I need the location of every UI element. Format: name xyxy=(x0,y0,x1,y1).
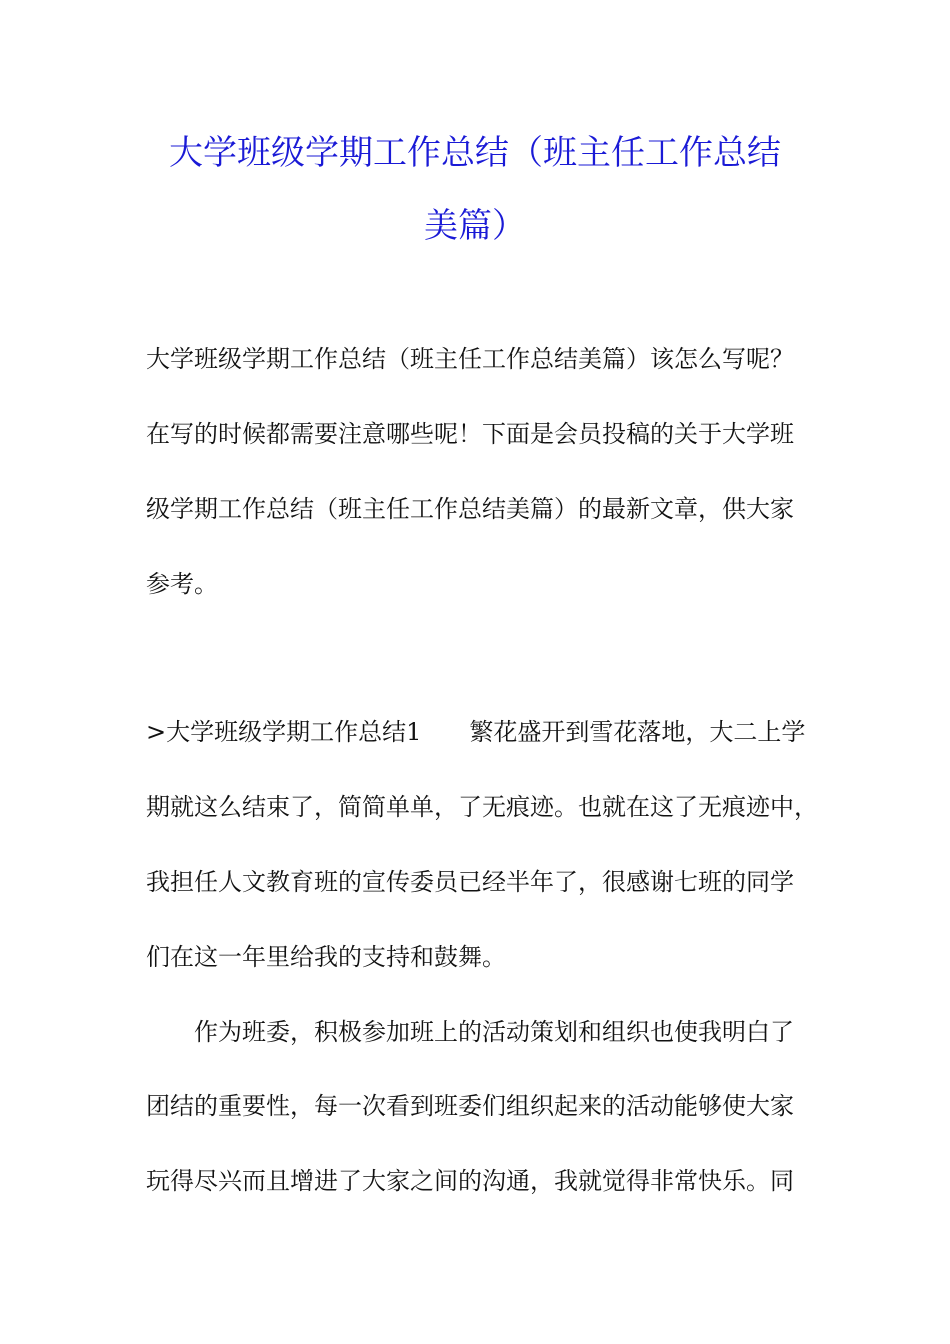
section1-line-2: 期就这么结束了，简简单单，了无痕迹。也就在这了无痕迹中， xyxy=(146,793,818,821)
section1-line-4: 们在这一年里给我的支持和鼓舞。 xyxy=(146,943,506,971)
section2-line-3: 玩得尽兴而且增进了大家之间的沟通，我就觉得非常快乐。同 xyxy=(146,1167,794,1195)
section1-line-1: >大学班级学期工作总结1 繁花盛开到雪花落地，大二上学 xyxy=(146,718,806,746)
document-title-line-2: 美篇） xyxy=(424,206,526,246)
intro-line-1: 大学班级学期工作总结（班主任工作总结美篇）该怎么写呢？ xyxy=(146,345,794,373)
section2-line-1: 作为班委，积极参加班上的活动策划和组织也使我明白了 xyxy=(146,1018,794,1046)
section2-line-2: 团结的重要性，每一次看到班委们组织起来的活动能够使大家 xyxy=(146,1092,794,1120)
section1-line-3: 我担任人文教育班的宣传委员已经半年了，很感谢七班的同学 xyxy=(146,868,794,896)
intro-line-2: 在写的时候都需要注意哪些呢！下面是会员投稿的关于大学班 xyxy=(146,420,794,448)
intro-line-4: 参考。 xyxy=(146,570,218,598)
document-title-line-1: 大学班级学期工作总结（班主任工作总结 xyxy=(169,133,781,173)
intro-line-3: 级学期工作总结（班主任工作总结美篇）的最新文章，供大家 xyxy=(146,495,794,523)
